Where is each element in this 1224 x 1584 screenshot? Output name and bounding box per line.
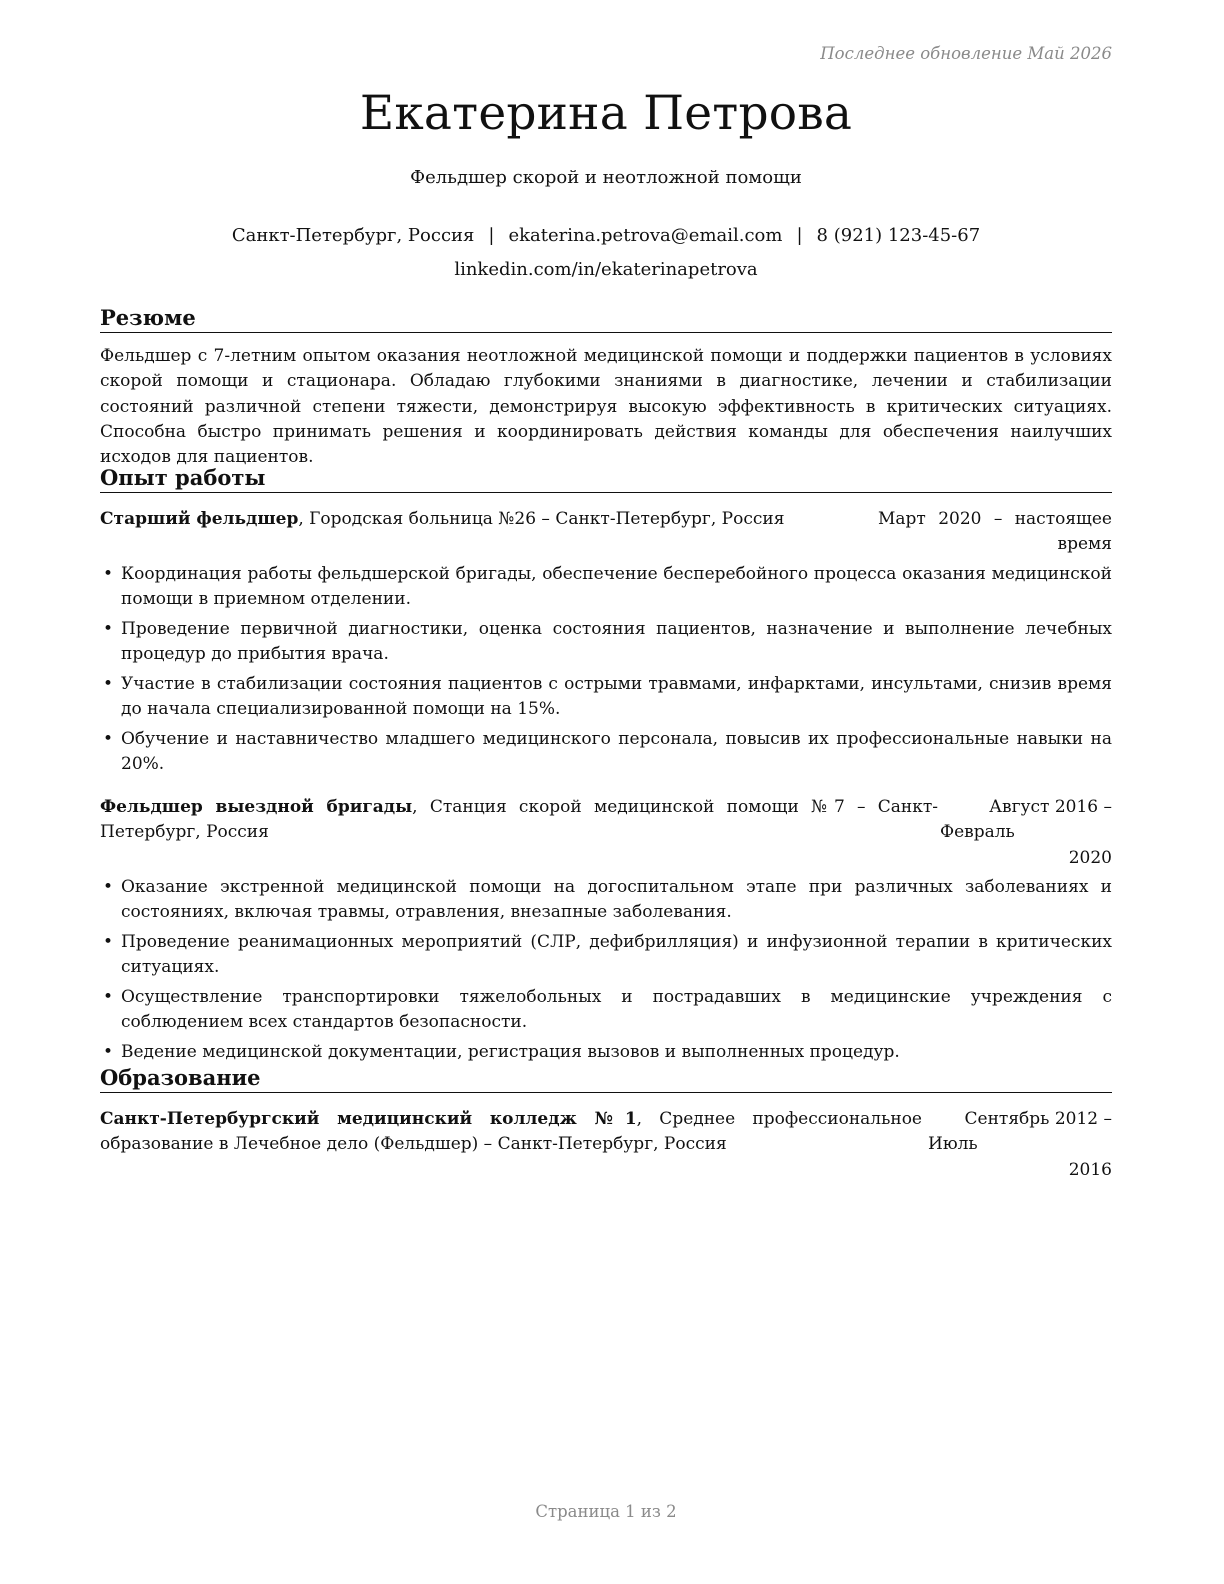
contact-info	[100, 219, 1112, 287]
contact-line-1	[100, 219, 1112, 253]
job-title	[100, 507, 800, 532]
job-entry	[100, 795, 1112, 1065]
candidate-name: Екатерина Петрова	[359, 86, 853, 141]
education-dates	[928, 1107, 1112, 1183]
contact-separator: |	[488, 225, 495, 246]
bullet-text: Участие в стабилизации состояния пациентов с острыми травмами, инфарктами, инсультами, снизив время до начала специализированной помощи на 15%.	[121, 673, 1112, 719]
last-updated: Последнее обновление Май 2026	[820, 44, 1112, 63]
job-organization: , Городская больница №26 – Санкт-Петербург, Россия	[298, 509, 785, 529]
list-item	[100, 985, 1112, 1036]
experience-section	[100, 464, 1112, 1070]
job-dates-line-1: Август 2016 – Февраль	[940, 797, 1112, 843]
education-school: Санкт-Петербургский медицинский колледж №1	[100, 1109, 637, 1129]
job-bullets	[100, 875, 1112, 1065]
bullet-icon: •	[103, 987, 114, 1007]
education-entry	[100, 1107, 1112, 1183]
experience-title: Опыт работы	[100, 464, 1112, 493]
contact-phone: 8 (921) 123-45-67	[816, 225, 981, 246]
list-item	[100, 1040, 1112, 1065]
bullet-icon: •	[103, 1041, 114, 1062]
bullet-text: Проведение первичной диагностики, оценка состояния пациентов, назначение и выполнение лечебных процедур до прибытия врача.	[121, 618, 1112, 664]
bullet-text: Проведение реанимационных мероприятий (СЛР, дефибрилляция) и инфузионной терапии в критических ситуациях.	[121, 932, 1112, 978]
summary-title: Резюме	[100, 304, 1112, 333]
contact-email[interactable]: ekaterina.petrova@email.com	[508, 225, 783, 246]
job-header	[100, 507, 1112, 558]
job-bullets	[100, 562, 1112, 778]
job-dates	[878, 507, 1112, 558]
bullet-icon: •	[103, 877, 114, 898]
contact-location: Санкт-Петербург, Россия	[231, 225, 475, 246]
bullet-text: Оказание экстренной медицинской помощи на догоспитальном этапе при различных заболеваниях и состояниях, включая травмы, отравления, внезапные заболевания.	[121, 877, 1112, 923]
job-role: Старший фельдшер	[100, 509, 299, 529]
bullet-text: Координация работы фельдшерской бригады, обеспечение бесперебойного процесса оказания медицинской помощи в приемном отделении.	[121, 563, 1112, 609]
job-dates	[940, 795, 1112, 871]
education-dates-line-2: 2016	[1068, 1159, 1112, 1180]
bullet-icon: •	[103, 673, 114, 694]
bullet-icon: •	[103, 932, 114, 953]
page-number: Страница 1 из 2	[535, 1502, 677, 1521]
job-title	[100, 795, 938, 846]
bullet-icon: •	[103, 728, 114, 749]
bullet-icon: •	[103, 563, 114, 584]
job-dates-line-2: время	[1057, 534, 1112, 555]
education-details: , Среднее профессиональное образование в Лечебное дело (Фельдшер) – Санкт-Петербург, Россия	[100, 1109, 922, 1155]
education-title-line	[100, 1107, 922, 1158]
job-dates-line-2: 2020	[1068, 847, 1112, 868]
job-header	[100, 795, 1112, 871]
job-role: Фельдшер выездной бригады	[100, 797, 413, 818]
job-organization: , Станция скорой медицинской помощи №7 – Санкт-Петербург, Россия	[100, 797, 938, 843]
education-dates-line-1: Сентябрь 2012 – Июль	[928, 1109, 1112, 1155]
candidate-position: Фельдшер скорой и неотложной помощи	[410, 167, 802, 188]
list-item	[100, 617, 1112, 668]
list-item	[100, 875, 1112, 926]
education-section	[100, 1064, 1112, 1183]
list-item	[100, 672, 1112, 723]
education-title: Образование	[100, 1064, 1112, 1093]
list-item	[100, 562, 1112, 613]
list-item	[100, 727, 1112, 778]
summary-section	[100, 304, 1112, 470]
summary-text: Фельдшер с 7-летним опытом оказания неотложной медицинской помощи и поддержки пациентов в условиях скорой помощи и стационара. Обладаю глубокими знаниями в диагностике, лечении и стабилизации состояний различной степени тяжести, демонстрируя высокую эффективность в критических ситуациях. Способна быстро принимать решения и координировать действия команды для обеспечения наилучших исходов для пациентов.	[100, 346, 1112, 468]
contact-line-2	[100, 253, 1112, 287]
contact-linkedin[interactable]: linkedin.com/in/ekaterinapetrova	[454, 259, 758, 280]
list-item	[100, 930, 1112, 981]
job-dates-line-1: Март 2020 – настоящее	[878, 509, 1112, 529]
bullet-text: Осуществление транспортировки тяжелобольных и пострадавших в медицинские учреждения с соблюдением всех стандартов безопасности.	[121, 987, 1112, 1033]
education-header	[100, 1107, 1112, 1183]
job-entry	[100, 507, 1112, 777]
bullet-text: Ведение медицинской документации, регистрация вызовов и выполненных процедур.	[121, 1041, 900, 1062]
bullet-icon: •	[103, 618, 114, 639]
bullet-text: Обучение и наставничество младшего медицинского персонала, повысив их профессиональные навыки на 20%.	[121, 728, 1112, 774]
contact-separator: |	[796, 225, 803, 246]
resume-page	[100, 0, 1112, 1584]
